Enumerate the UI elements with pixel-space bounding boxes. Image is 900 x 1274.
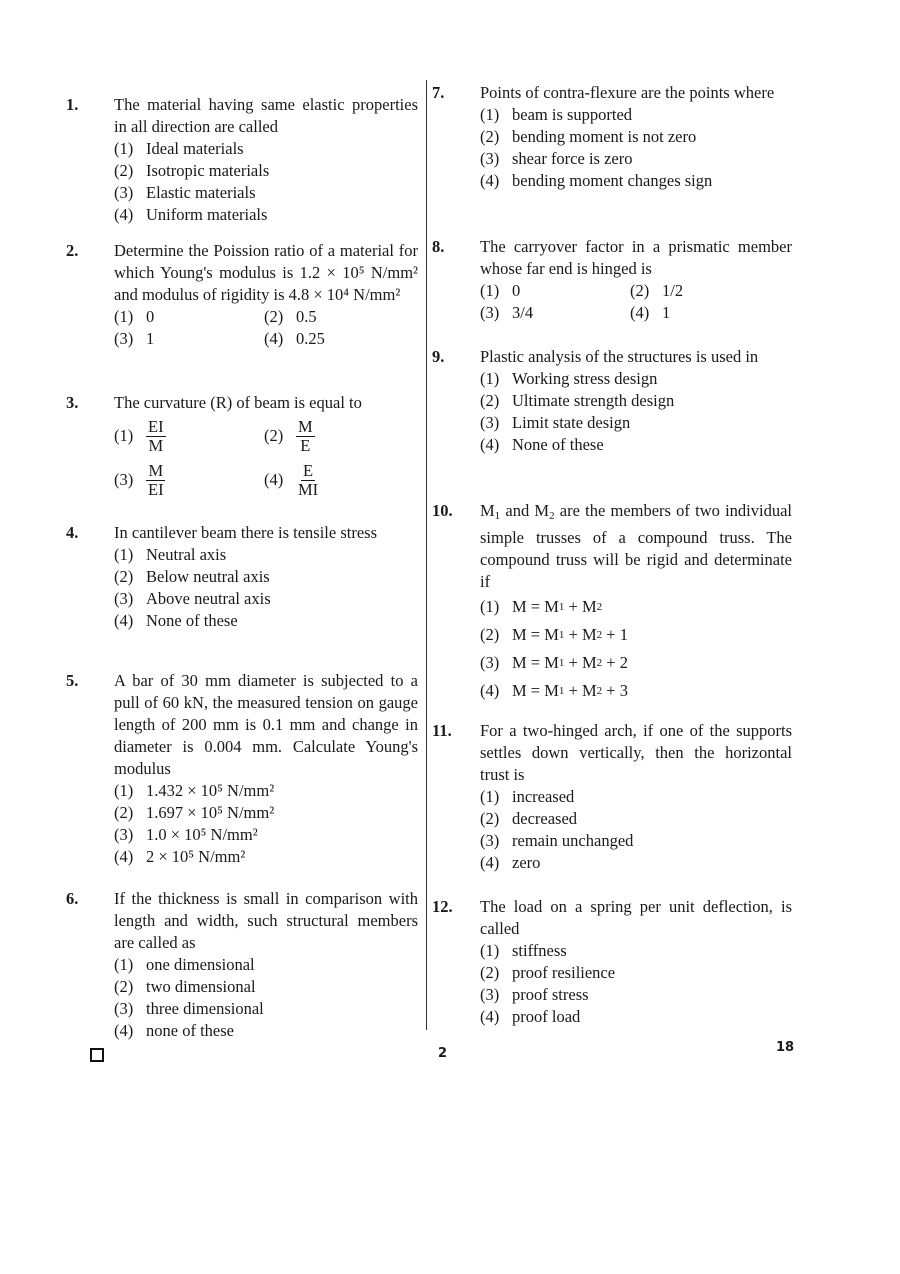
option[interactable]: (3) shear force is zero xyxy=(480,149,633,168)
option[interactable]: (2) $\frac{M}{E}$ xyxy=(264,416,313,455)
question-stem: The curvature (R) of beam is equal to xyxy=(114,393,362,412)
option[interactable]: (2) decreased xyxy=(480,809,578,828)
question-stem: If the thickness is small in comparison with length and width, such structural members are called as xyxy=(114,889,418,952)
option[interactable]: (2) 0.5 xyxy=(264,307,317,326)
option[interactable]: (4) Uniform materials xyxy=(114,205,268,224)
question-stem: The carryover factor in a prismatic member whose far end is hinged is xyxy=(480,237,792,278)
booklet-code: 18 xyxy=(776,1040,795,1055)
option[interactable]: (2) Below neutral axis xyxy=(114,567,270,586)
option[interactable]: (3) M = M 1 + M 2 + 2 xyxy=(480,653,628,672)
option[interactable]: (1) 1.432 × 10⁵ N/mm² xyxy=(114,781,275,800)
fraction: $\frac{EI}{M}$ xyxy=(148,416,164,455)
page-number: 2 xyxy=(438,1046,448,1061)
question-stem: Plastic analysis of the structures is used in xyxy=(480,347,759,366)
option[interactable]: (4) zero xyxy=(480,853,541,872)
option[interactable]: (3) remain unchanged xyxy=(480,831,634,850)
fraction: $\frac{M}{EI}$ xyxy=(148,460,164,499)
question-number: 2. xyxy=(66,241,79,260)
option[interactable]: (4) 1 xyxy=(630,303,671,322)
option[interactable]: (1) Working stress design xyxy=(480,369,658,388)
option[interactable]: (3) Above neutral axis xyxy=(114,589,271,608)
option[interactable]: (1) Ideal materials xyxy=(114,139,244,158)
option[interactable]: (1) one dimensional xyxy=(114,955,255,974)
option[interactable]: (4) M = M 1 + M 2 + 3 xyxy=(480,681,628,700)
question-number: 9. xyxy=(432,347,445,366)
option[interactable]: (2) Isotropic materials xyxy=(114,161,270,180)
fraction: $\frac{E}{MI}$ xyxy=(298,460,319,499)
option[interactable]: (2) bending moment is not zero xyxy=(480,127,697,146)
question-number: 5. xyxy=(66,671,79,690)
question-number: 6. xyxy=(66,889,79,908)
option[interactable]: (4) None of these xyxy=(480,435,604,454)
option[interactable]: (3) 1.0 × 10⁵ N/mm² xyxy=(114,825,258,844)
option[interactable]: (1) 0 xyxy=(114,307,155,326)
column-divider xyxy=(426,80,427,1030)
question-stem: $M_1$ and $M_2$ are the members of two individual simple trusses of a compound truss. The compound truss will be rigid and determinate if xyxy=(480,501,792,591)
option[interactable]: (2) 1.697 × 10⁵ N/mm² xyxy=(114,803,275,822)
option[interactable]: (1) beam is supported xyxy=(480,105,633,124)
option[interactable]: (1) 0 xyxy=(480,281,521,300)
option[interactable]: (1) $\frac{EI}{M}$ xyxy=(114,416,164,455)
question-stem: For a two-hinged arch, if one of the supports settles down vertically, then the horizontal trust is xyxy=(480,721,792,784)
option[interactable]: (3) 1 xyxy=(114,329,155,348)
option[interactable]: (4) 0.25 xyxy=(264,329,325,348)
option[interactable]: (3) Elastic materials xyxy=(114,183,256,202)
question-stem: Points of contra-flexure are the points where xyxy=(480,83,775,102)
option[interactable]: (1) Neutral axis xyxy=(114,545,227,564)
option[interactable]: (1) M = M 1 + M 2 xyxy=(480,597,603,616)
option[interactable]: (2) proof resilience xyxy=(480,963,616,982)
option[interactable]: (1) increased xyxy=(480,787,575,806)
fraction: $\frac{M}{E}$ xyxy=(298,416,313,455)
option[interactable]: (4) bending moment changes sign xyxy=(480,171,713,190)
question-number: 12. xyxy=(432,897,453,916)
question-stem: The material having same elastic properties in all direction are called xyxy=(114,95,418,136)
question-number: 3. xyxy=(66,393,79,412)
question-number: 11. xyxy=(432,721,452,740)
question-stem: The load on a spring per unit deflection, is called xyxy=(480,897,792,938)
question-number: 8. xyxy=(432,237,445,256)
question-number: 7. xyxy=(432,83,445,102)
option[interactable]: (4) proof load xyxy=(480,1007,581,1026)
question-stem: A bar of 30 mm diameter is subjected to a pull of 60 kN, the measured tension on gauge length of 200 mm is 0.1 mm and change in diameter is 0.004 mm. Calculate Young's modulus xyxy=(114,671,418,778)
option[interactable]: (3) 3/4 xyxy=(480,303,534,322)
option[interactable]: (2) Ultimate strength design xyxy=(480,391,675,410)
option[interactable]: (4) 2 × 10⁵ N/mm² xyxy=(114,847,246,866)
options-grid xyxy=(114,306,418,350)
question-stem: In cantilever beam there is tensile stress xyxy=(114,523,377,542)
question-number: 10. xyxy=(432,501,453,520)
options-grid xyxy=(480,280,792,324)
question-stem: Determine the Poission ratio of a material for which Young's modulus is 1.2 × 10⁵ N/mm² and modulus of rigidity is 4.8 × 10⁴ N/mm² xyxy=(114,241,418,304)
option[interactable]: (4) none of these xyxy=(114,1021,234,1040)
question-number: 1. xyxy=(66,95,79,114)
question-number: 4. xyxy=(66,523,79,542)
option[interactable]: (3) Limit state design xyxy=(480,413,631,432)
options-grid xyxy=(114,414,418,502)
option[interactable]: (4) $\frac{E}{MI}$ xyxy=(264,460,319,499)
option[interactable]: (3) three dimensional xyxy=(114,999,264,1018)
option[interactable]: (4) None of these xyxy=(114,611,238,630)
option[interactable]: (2) M = M 1 + M 2 + 1 xyxy=(480,625,628,644)
option[interactable]: (2) 1/2 xyxy=(630,281,684,300)
option[interactable]: (2) two dimensional xyxy=(114,977,256,996)
square-marker-icon xyxy=(90,1048,104,1062)
option[interactable]: (3) $\frac{M}{EI}$ xyxy=(114,460,164,499)
option[interactable]: (1) stiffness xyxy=(480,941,567,960)
option[interactable]: (3) proof stress xyxy=(480,985,589,1004)
